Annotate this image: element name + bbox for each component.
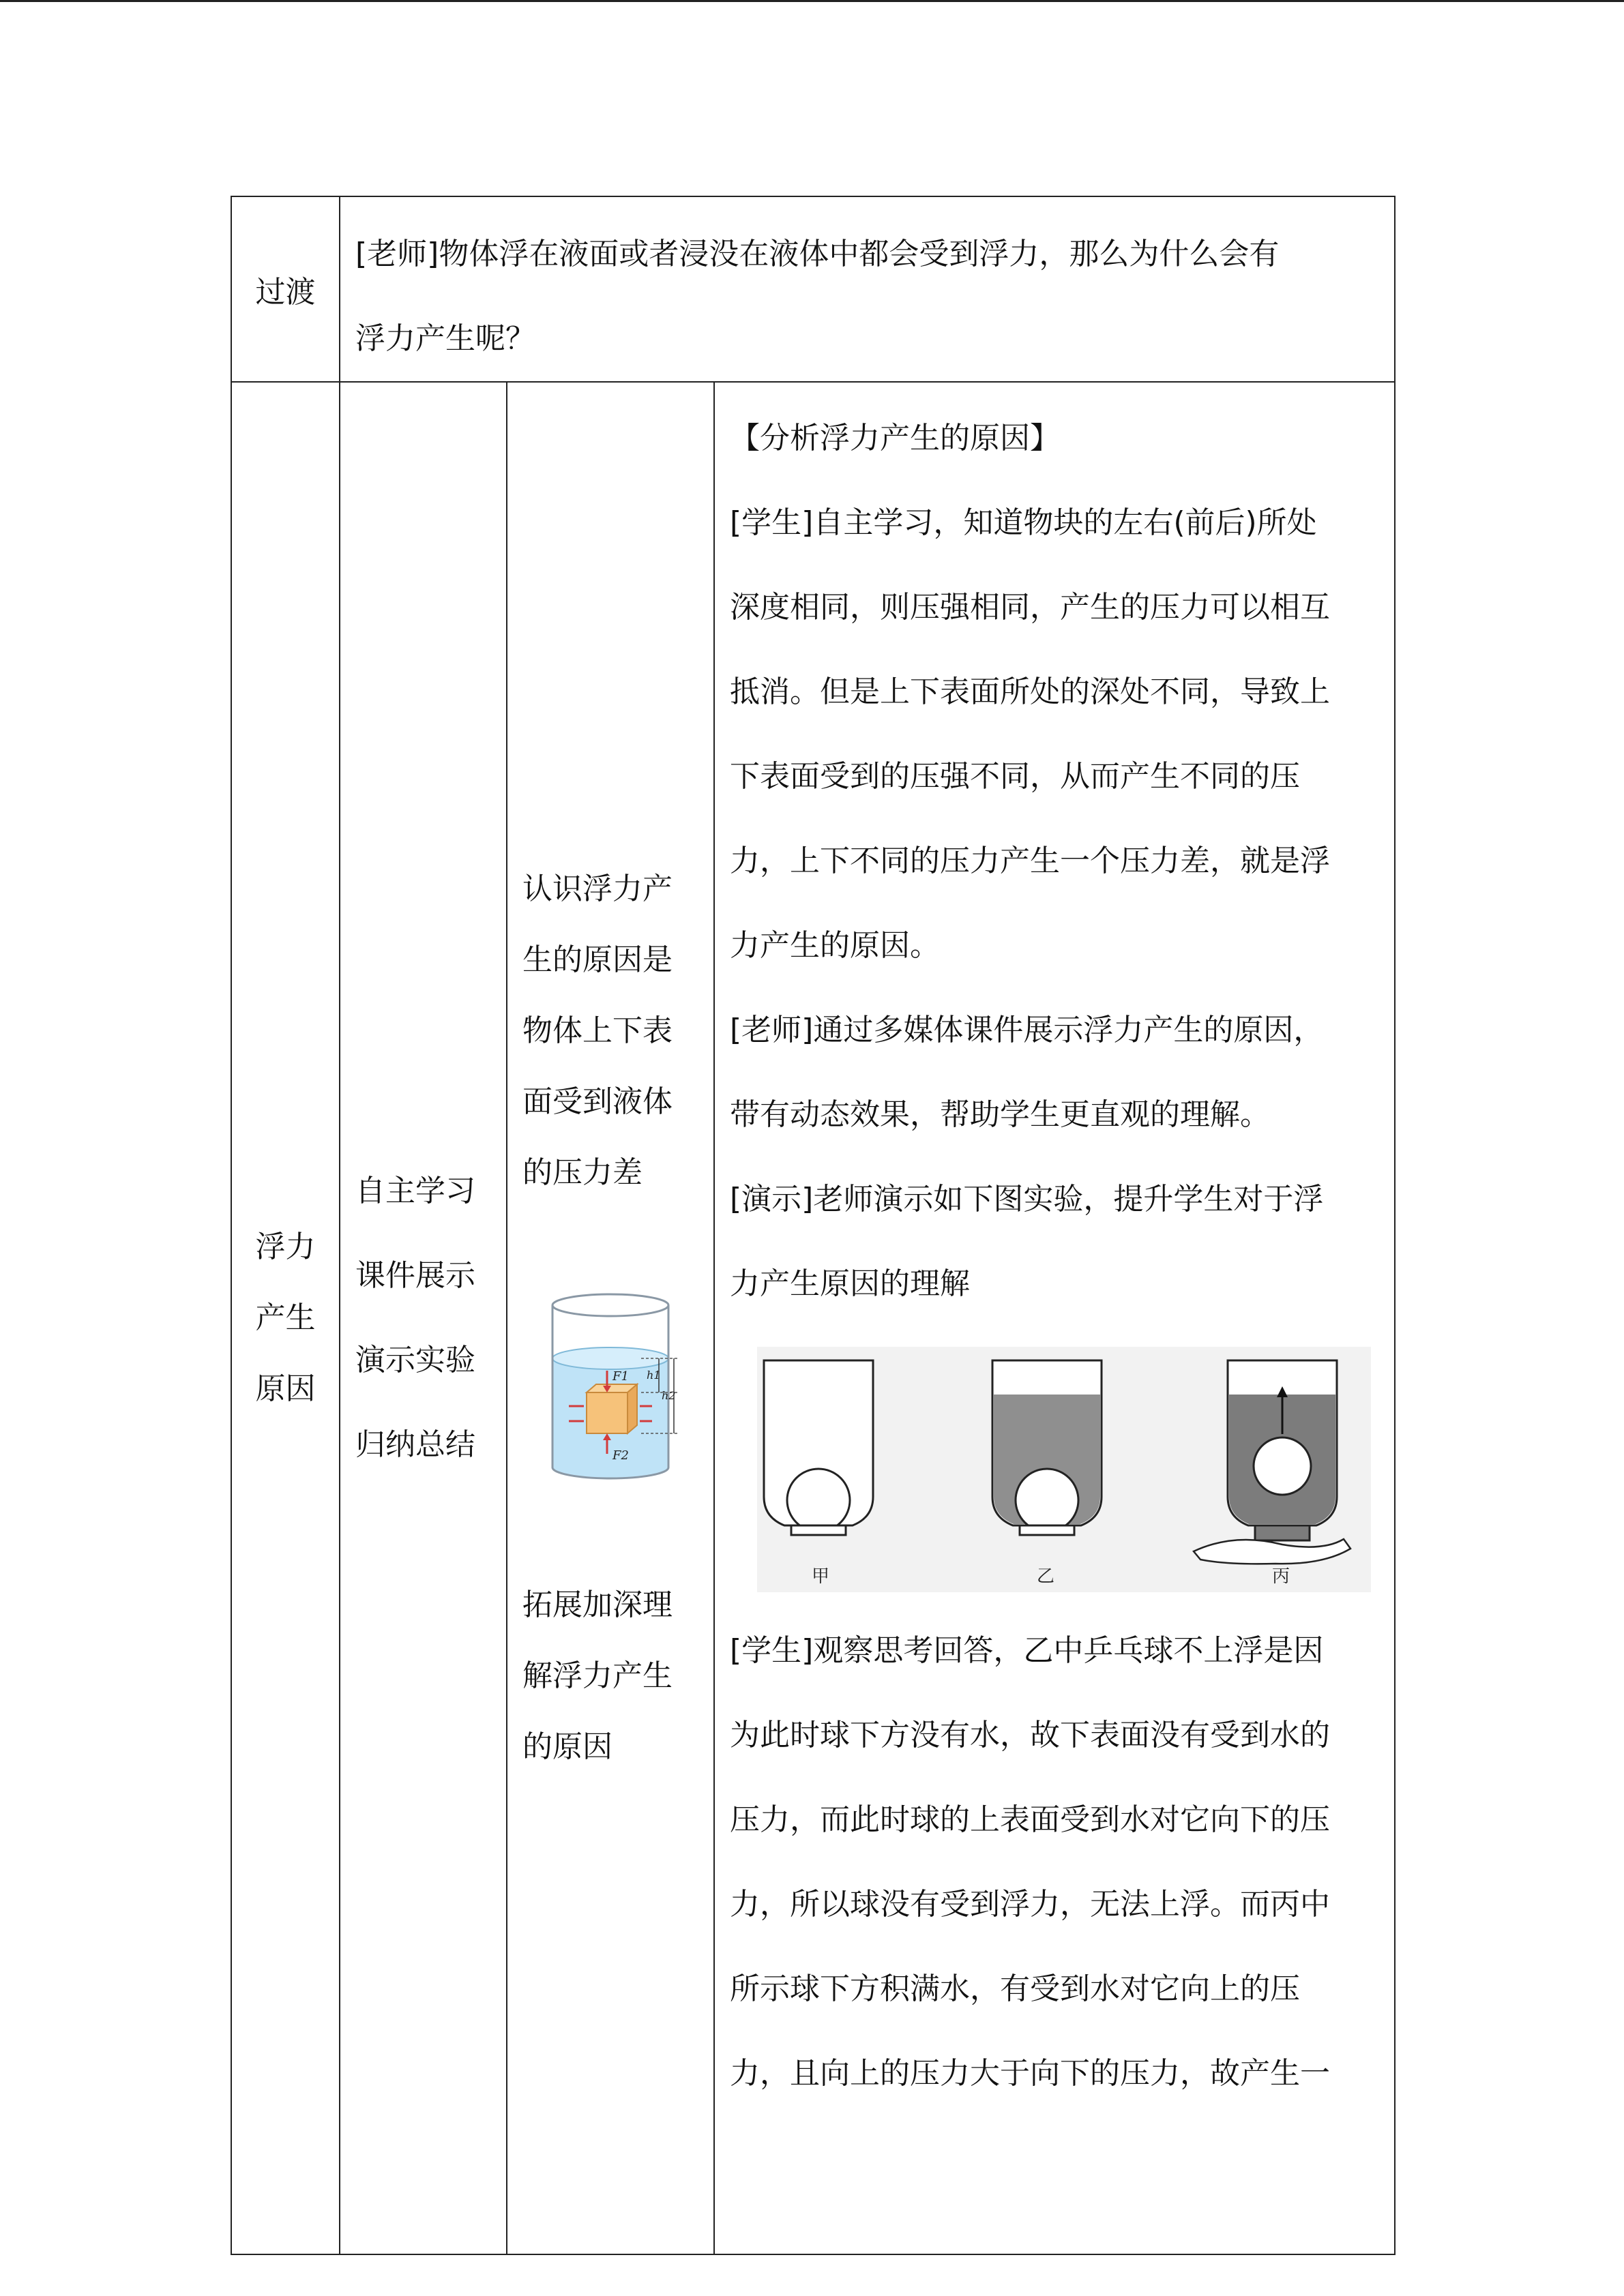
process-line: 力，上下不同的压力产生一个压力差，就是浮 — [730, 844, 1330, 878]
transition-text — [340, 196, 1395, 382]
cylinder-rim — [552, 1294, 668, 1316]
goal-top: 认识浮力产 生的原因是 物体上下表 面受到液体 的压力差 — [522, 871, 673, 1190]
page-top-rule — [0, 0, 1624, 2]
section-label-line: 浮力 — [255, 1229, 316, 1264]
teaching-process — [714, 382, 1395, 2254]
bottle-neck — [1020, 1525, 1074, 1535]
process-line: 力产生的原因。 — [730, 928, 940, 963]
process-line: [学生]自主学习，知道物块的左右(前后)所处 — [730, 505, 1317, 540]
teaching-methods — [340, 382, 507, 2254]
process-line: 带有动态效果，帮助学生更直观的理解。 — [730, 1097, 1270, 1132]
transition-row — [231, 196, 1395, 382]
method-item: 自主学习 — [355, 1174, 475, 1208]
transition-label: 过渡 — [231, 196, 340, 382]
process-line: [演示]老师演示如下图实验，提升学生对于浮 — [730, 1182, 1324, 1217]
cube-front — [587, 1392, 628, 1433]
ping-pong-ball — [1254, 1437, 1311, 1495]
bottle-demo-figure — [757, 1347, 1371, 1592]
label-h2: h2 — [662, 1389, 676, 1402]
bottle-yi — [992, 1360, 1102, 1535]
label-f1: F1 — [612, 1369, 629, 1384]
section-label-line: 产生 — [255, 1300, 316, 1335]
buoyancy-cause-row — [231, 382, 1395, 2254]
lesson-plan-table — [231, 196, 1396, 2255]
transition-line: [老师]物体浮在液面或者浸没在液体中都会受到浮力，那么为什么会有 — [355, 237, 1280, 271]
process-line: 【分析浮力产生的原因】 — [730, 421, 1060, 456]
process-line: 力，所以球没有受到浮力，无法上浮。而丙中 — [730, 1887, 1330, 1922]
label-bing: 丙 — [1272, 1566, 1290, 1587]
bottle-neck — [1255, 1525, 1310, 1540]
ping-pong-ball — [787, 1469, 850, 1532]
section-label-line: 原因 — [255, 1371, 316, 1406]
process-line: [学生]观察思考回答，乙中乒乓球不上浮是因 — [730, 1633, 1324, 1668]
process-line: 下表面受到的压强不同，从而产生不同的压 — [730, 759, 1300, 794]
process-line: 为此时球下方没有水，故下表面没有受到水的 — [730, 1718, 1330, 1753]
cube-side — [628, 1384, 637, 1433]
process-line: 力产生原因的理解 — [730, 1266, 970, 1301]
bottle-jia — [764, 1360, 873, 1535]
method-item: 归纳总结 — [355, 1427, 475, 1462]
method-item: 课件展示 — [355, 1258, 475, 1293]
section-label — [231, 382, 340, 2254]
teaching-goals — [507, 382, 714, 2254]
process-line: 抵消。但是上下表面所处的深处不同，导致上 — [730, 674, 1330, 709]
process-line: 深度相同，则压强相同，产生的压力可以相互 — [730, 590, 1330, 625]
bottle-neck — [791, 1525, 846, 1535]
method-item: 演示实验 — [355, 1343, 475, 1377]
label-f2: F2 — [612, 1448, 629, 1463]
process-line: [老师]通过多媒体课件展示浮力产生的原因， — [730, 1013, 1324, 1047]
label-yi: 乙 — [1037, 1566, 1055, 1587]
process-line: 压力，而此时球的上表面受到水对它向下的压 — [730, 1802, 1330, 1837]
buoyancy-cylinder-figure — [539, 1290, 682, 1488]
ping-pong-ball — [1016, 1469, 1078, 1532]
label-jia: 甲 — [812, 1566, 830, 1587]
process-line: 力，且向上的压力大于向下的压力，故产生一 — [730, 2056, 1330, 2091]
label-h1: h1 — [647, 1369, 661, 1382]
transition-line: 浮力产生呢？ — [355, 321, 535, 356]
process-line: 所示球下方积满水，有受到水对它向上的压 — [730, 1971, 1300, 2006]
goal-bottom: 拓展加深理 解浮力产生 的原因 — [522, 1587, 673, 1764]
